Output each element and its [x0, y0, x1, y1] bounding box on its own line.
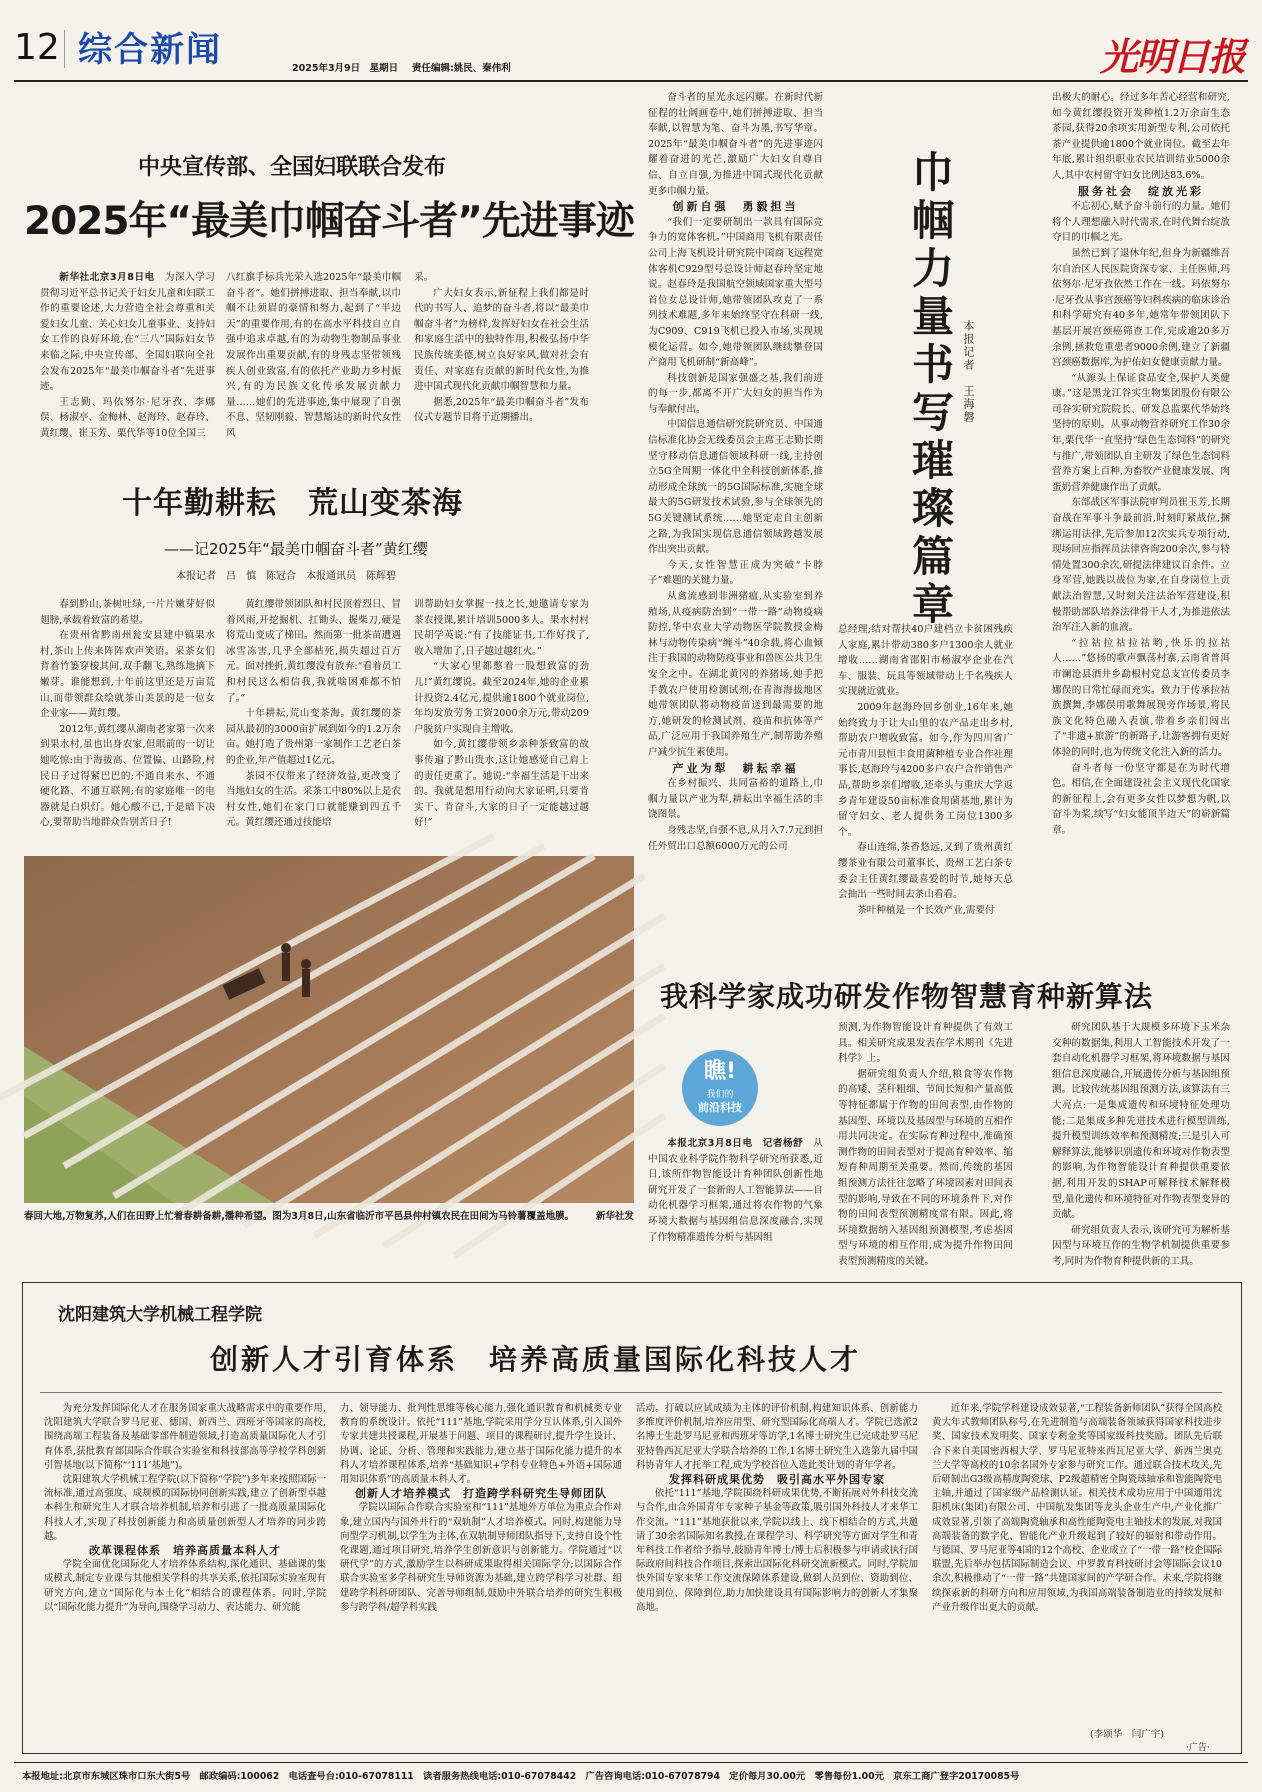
article1-headline: 2025年“最美巾帼奋斗者”先进事迹 — [24, 199, 634, 244]
badge-main-text: 瞧! — [703, 1059, 737, 1084]
farm-photo-image — [24, 856, 634, 1203]
article3-colA: 奋斗者的星光永远闪耀。在新时代新征程的壮阔画卷中,她们拼搏进取、担当奉献,以智慧为笔、奋斗为墨,书写华章。2025年“最美巾帼奋斗者”的先进事迹闪耀着奋进的光芒,激励广大妇女自尊自信、自立自强,为推进中国式现代化贡献更多巾帼力量。 创新自强 勇毅担当 “我们一定要研制出一款具有国际竞争力的宽体客机。”中国商用飞机有限责任公司上海飞机设计研究院中国商飞远程宽体客机C929型号总设计师赵春玲坚定地说。赵春玲是我国航空领域国家重大型号首位女总设计师,她带领团队攻克了一系列技术难题,多年来始终坚守在科研一线,为C909、C919飞机已投入市场,实现规模化运营。如今,她带领团队继续攀登国产商用飞机研制“新高峰”。 科技创新是国家强盛之基,我们前进的每一步,都离不开广大妇女的担当作为与奉献付出。 中国信息通信研究院研究员、中国通信标准化协会无线委员会主席王志勤长期坚守移动信息通信领域科研一线,主持创立5G全周期一体化中全科技创新体系,推动形成全球统一的5G国际标准,实施全球最大的5G研发技术试验,参与全球领先的5G关键测试系统……她坚定走自主创新之路,为我国实现信息通信领域跨越发展作出突出贡献。 今天,女性智慧正成为突破“卡脖子”难题的关键力量。 从禽流感到非洲猪瘟,从实验室到养殖场,从疫病防治到“一带一路”动物疫病防控,华中农业大学动物医学院教授金梅林与动物传染病“缠斗”40余载,将心血倾注于我国的动物防疫事业和兽医公共卫生安全之中。在湖北黄冈的养猪场,她手把手教农户使用检测试剂;在青海海拔地区她带领团队将动物疫苗送到最需要的地方,她研发的检测试剂、疫苗和抗体等产品,广泛应用于我国养殖生产,制帮助养殖户减少抗生素使用。 产业为犁 耕耘幸福 在乡村振兴、共同富裕的道路上,巾帼力量以产业为犁,耕耘出幸福生活的丰饶图景。 身残志坚,自强不息,从月入7.7元到担任外贸出口总额6000万元的公司 — [648, 92, 823, 852]
advert-subhead-2: 创新人才培养模式 打造跨学科研究生导师团队 — [355, 1487, 607, 1501]
article4-dateline: 本报北京3月8日电 记者杨舒 — [667, 1138, 804, 1149]
badge-line2: 前沿科技 — [698, 1101, 742, 1114]
article1-col1: 新华社北京3月8日电 为深入学习贯彻习近平总书记关于妇女儿童和妇联工作的重要论述,大力营造全社会尊重和关爱妇女儿童、关心妇女儿童事业、支持妇女工作的良好环境,在“三八”国际妇女节来临之际,中央宣传部、全国妇联向全社会发布2025年“最美巾帼奋斗者”先进事迹。 王志勤、玛依努尔·尼牙孜、李娜俣、杨淑亭、金梅林、赵海玲、赵春玲、黄红缨、崔玉芳、栗代华等10位全国三 — [40, 272, 215, 439]
advert-label: ·广告· — [1186, 1743, 1210, 1753]
article1-col2: 八红旗手标兵光荣入选2025年“最美巾帼奋斗者”。她们拼搏进取、担当奉献,以巾帼不让须眉的豪情和努力,起到了“半边天”的重要作用,有的在高水平科技自立自强中追求卓越,有的为动物生物制品事业发展作出重要贡献,有的身残志坚带领残疾人创业致富,有的依托产业助力乡村振兴,有的为民族文化传承发展贡献力量……她们的先进事迹,集中展现了自强不息、坚韧刚毅、智慧豁达的新时代女性风 — [226, 272, 401, 439]
advert-signature: (李颂华 闫广宇) — [1090, 1729, 1164, 1740]
advert-subhead-3: 发挥科研成果优势 吸引高水平外国专家 — [669, 1473, 885, 1487]
newspaper-logo: 光明日报 — [1100, 34, 1245, 79]
date-line: 2025年3月9日 星期日 — [292, 63, 399, 74]
article3-colC: 出极大的耐心。经过多年苦心经营和研究,如今黄红缨投资开发种植1.2万余亩生态茶园,获得20余项实用新型专利,公司依托茶产业提供逾1800个就业岗位。截至去年年底,累计组织职业农民培训结业5000余人,其中农村留守妇女比例达83.6%。 服务社会 绽放光彩 不忘初心,赋予奋斗前行的力量。她们将个人理想融入时代需求,在时代舞台绽放夺目的巾帼之光。 虽然已到了退休年纪,但身为新疆维吾尔自治区人民医院资深专家、主任医师,玛依努尔·尼牙孜依然工作在一线。玛依努尔·尼牙孜从事宫颈癌等妇科疾病的临床诊治和科学研究有40多年,她常年带领团队下基层开展宫颈癌筛查工作,完成逾20多万余例,拯救危重患者9000余例,建立了新疆宫颈癌数据库,为护佑妇女健康贡献力量。 “从源头上保证食品安全,保护人类健康。”这是黑龙江谷实生物集团股份有限公司谷实研究院院长、研发总监栗代华始终坚持的原则。从事动物营养研究工作30余年,栗代华一直坚持“绿色生态饲料”的研究与推广,带领团队自主研发了绿色生态饲料营养方案上百种,为畜牧产业健康发展、肉蛋奶营养健康作出了贡献。 东部战区军事法院审判员崔玉芳,长期奋战在军事斗争最前沿,时刻盯紧战位,捆绑运用法律,先后参加12次实兵专项行动,现场回应指挥员法律咨询200余次,参与特情处置300余次,研提法律建议百余件。立身军营,她践以战位为家,在自身岗位上贡献法治智慧,又时刻关注法治军营建设,积极帮助部队培养法律骨干人才,为推进依法治军注入新的血液。 “拉祜拉祜拉祜哟,快乐的拉祜人……”悠扬的歌声飘荡村寨,云南省普洱市澜沧县酒井乡勐根村党总支宣传委员李娜俣的日常忙碌而充实。致力于传承拉祜族撰舞,李娜俣用歌舞展现旁作场景,将民族文化特色融入表演,带着乡亲们闯出了“非遗+旅游”的新路子,让游客拥有更好体验的同时,也为传统文化注入新的活力。 奋斗者每一份坚守都是在为时代增色。相信,在全面建设社会主义现代化国家的新征程上,会有更多女性以梦想为帆,以奋斗为桨,续写“妇女能顶半边天”的崭新篇章。 — [1052, 92, 1230, 836]
advert-institution: 沈阳建筑大学机械工程学院 — [58, 1305, 262, 1325]
farm-photo — [24, 856, 634, 1203]
article2-col3: 训帮助妇女掌握一技之长,她邀请专家为茶农授课,累计培训5000多人。果水村村民胡学英说:“有了技能证书,工作好找了,收入增加了,日子越过越红火。” “大家心里都憋着一股想致富的劲儿!”黄红缨说。截至2024年,她的企业累计投资2.4亿元,提供逾1800个就业岗位,年均发放劳务工资2000余万元,带动209户脱贫户实现自主增收。 如今,黄红缨带领乡亲种茶致富的故事传遍了黔山贵水,这让她感觉自己肩上的责任更重了。她说:“幸福生活是干出来的。我就是想用行动向大家证明,只要肯实干、肯奋斗,大家的日子一定能越过越好!” — [414, 599, 589, 829]
article1-dateline: 新华社北京3月8日电 — [59, 272, 155, 283]
article3-subhead-2: 产业为犁 耕耘幸福 — [672, 761, 799, 775]
article3-headline: 巾帼力量书写璀璨篇章 — [906, 150, 955, 630]
section-title: 综合新闻 — [78, 30, 222, 70]
advert-headline: 创新人才引育体系 培养高质量国际化科技人才 — [210, 1343, 862, 1376]
advert-col1: 为充分发挥国际化人才在服务国家重大战略需求中的重要作用,沈阳建筑大学联合罗马尼亚、德国、新西兰、西班牙等国家的高校,围绕高端工程装备及基础零部件制造领域,打造高质量国际化人才引育体系,获批教育部国际合作联合实验室和科技部高等学校学科创新引智基地(以下简称“‘111’基地”)。 沈阳建筑大学机械工程学院(以下简称“学院”)多年来按照国际一流标准,通过高强度、成规模的国际协同创新实践,建立了创新型卓越本科生和研究生人才联合培养机制,培养和引进了一批高质量国际化科技人才,实现了科技创新能力和高质量创新型人才培养的同步跨越。 改革课程体系 培养高质量本科人才 学院全面优化国际化人才培养体系结构,深化通识、基础课的集成模式,制定专业课与其他相关学科的共享关系,依托国际实验室现有研究方向,建立“国际化与本土化”相结合的课程体系。同时,学院以“国际化能力提升”为导向,围绕学习动力、表达能力、研究能 — [44, 1403, 326, 1613]
article2-col1: 春到黔山,茶树吐绿,一片片嫩芽好似翅膀,承载着致富的希望。 在贵州省黔南州瓮安县建中镇果水村,茶山上传来阵阵欢声笑语。采茶女们背着竹篓穿梭其间,双手翻飞,熟练地摘下嫩芽。谁能想到,十年前这里还是万亩荒山,而带领群众绘就茶山美景的是一位女企业家——黄红缨。 2012年,黄红缨从湖南老家第一次来到果水村,虽也出身农家,但眼前的一切让她吃惊:由于海拔高、位置偏、山路险,村民日子过得紧巴巴的;不通自来水、不通硬化路、不通互联网;有的家庭唯一的电器就是白炽灯。她心酸不已,于是暗下决心,要帮助当地群众告别苦日子! — [40, 599, 215, 829]
footer-info: 本报地址:北京市东城区珠市口东大街5号 邮政编码:100062 电话查号台:010-67078111 读者服务热线电话:010-67078442 广告咨询电话:010-67078794 定价每月30.00元 零售每份1.00元 京东工商广登字20170085号 — [22, 1771, 1020, 1782]
article1-kicker: 中央宣传部、全国妇联联合发布 — [138, 155, 447, 180]
article3-subhead-1: 创新自强 勇毅担当 — [672, 200, 799, 214]
article2-subtitle: ——记2025年“最美巾帼奋斗者”黄红缨 — [164, 540, 428, 558]
article2-headline: 十年勤耕耘 荒山变茶海 — [122, 486, 463, 521]
article2-col2: 黄红缨带领团队和村民顶着烈日、冒着风雨,开挖掘机、扛锄头、握柴刀,硬是将荒山变成了梯田。然而第一批茶苗遭遇冰雪冻害,几乎全部枯死,损失超过百万元。面对挫折,黄红缨没有放弃:“看着员工和村民这么相信我,我就啥困难都不怕了。” 十年耕耘,荒山变茶海。黄红缨的茶园从最初的3000亩扩展到如今的1.2万余亩。她打造了贵州第一家制作工艺老白茶的企业,年产值超过1亿元。 茶园不仅带来了经济效益,更改变了当地妇女的生活。采茶工中80%以上是农村女性,她们在家门口就能赚到四五千元。黄红缨还通过技能培 — [226, 599, 401, 829]
photo-caption: 春回大地,万物复苏,人们在田野上忙着春耕备耕,播种希望。图为3月8日,山东省临沂市平邑县仲村镇农民在田间为马铃薯覆盖地膜。 新华社发 — [24, 1211, 634, 1222]
advert-col4: 近年来,学院学科建设成效显著,“工程装备新师团队”获得全国高校黄大年式教师团队称号,在先进制造与高端装备领域获得国家科技进步奖、国家技术发明奖、国家专利金奖等国家级科技奖励。团队先后联合下来自美国密西根大学、罗马尼亚特来西瓦尼亚大学、新西兰奥克兰大学等高校的10余名国外专家参与研究工作。通过联合技术攻关,先后研制出G3级高精度陶瓷球、P2级超精密全陶瓷球轴承和智能陶瓷电主轴,并通过了国家级产品检测认证。相关技术成功应用于中国通用沈阳机床(集团)有限公司、中国航发集团等龙头企业生产中,产业化推广成效显著,引领了高端陶瓷轴承和高性能陶瓷电主轴技术的发展,对我国高端装备的数字化、智能化产业升级起到了较好的辐射和带动作用。与德国、罗马尼亚等4国的12个高校、企业成立了“一带一路”校企国际联盟,先后举办包括国际制造会议、中罗教育科技研讨会等国际会议10余次,积极推动了“一带一路”共建国家间的产学研合作。未来,学院将继续探索新的科研方向和应用领域,为我国高端装备制造业的持续发展和产业升级作出更大的贡献。 — [932, 1403, 1222, 1613]
photo-credit: 新华社发 — [595, 1211, 634, 1222]
advert-subhead-1: 改革课程体系 培养高质量本科人才 — [89, 1544, 281, 1558]
article1-col3: 采。 广大妇女表示,新征程上我们都是时代的书写人、追梦的奋斗者,将以“最美巾帼奋斗者”为榜样,发挥好妇女在社会生活和家庭生活中的独特作用,积极弘扬中华民族传统美德,树立良好家风,做对社会有责任、对家庭有贡献的新时代女性,为推进中国式现代化贡献巾帼智慧和力量。 据悉,2025年“最美巾帼奋斗者”发布仪式专题节目将于近期播出。 — [414, 272, 589, 424]
article3-colB: 总经理;结对帮扶40户建档立卡贫困残疾人家庭,累计带动380多户1300余人就业增收……湖南省邵阳市杨淑亭企业在汽车、服装、玩具等领域带动上千名残疾人实现就近就业。 2009年赵海玲回乡创业,16年来,她始终致力于让大山里的农产品走出乡村,帮助农户增收致富。如今,作为四川省广元市青川县恒丰食用菌种植专业合作社理事长,赵海玲与4200多户农户合作销售产品,帮助乡亲们增收,还牵头与重庆大学返乡青年建设50亩标准食用菌基地,累计为留守妇女、老人提供务工岗位1300多个。 春山连绵,茶香悠远,又到了贵州黄红缨茶业有限公司董事长、贵州工艺白茶专委会主任黄红缨最喜爱的时节,她每天总会抽出一些时间去茶山看看。 茶叶种植是一个长效产业,需要付 — [838, 624, 1013, 916]
article4-col1: 本报北京3月8日电 记者杨舒 从中国农业科学院作物科学研究所获悉,近日,该所作物智能设计育种团队创新性地研究开发了一套新的人工智能算法——自动化机器学习框架,通过将农作物的气象环境大数据与基因组信息深度融合,实现了作物精准遗传分析与基因组 — [648, 1138, 823, 1243]
article3-byline: 本报记者 王海磐 — [962, 320, 975, 424]
editor-line: 责任编辑:姚民、秦伟利 — [412, 63, 511, 74]
advert-col2: 力、领导能力、批判性思维等核心能力,强化通识教育和机械类专业教育的系统设计。依托“111”基地,学院采用学分互认体系,引入国外专家共建共授课程,开展基于问题、项目的课程研讨,提升学生设计、协调、论证、分析、管理和实践能力,建立基于国际化能力提升的本科人才培养课程体系,培养“基础知识+学科专业特色+外语+国际通用知识体系”的高质量本科人才。 创新人才培养模式 打造跨学科研究生导师团队 学院以国际合作联合实验室和“111”基地外方单位为重点合作对象,建立国内与国外并行的“双轨制”人才培养模式。同时,构建能力导向型学习机制,以学生为主体,在双轨制导师团队指导下,支持自设个性化课题,通过项目研究,培养学生创新意识与创新能力。学院通过“以研代学”的方式,激励学生以科研成果取得相关国际学分;以国际合作联合实验室多学科研究生导师资源为基础,建立跨学科学习社群、组建跨学科科研团队、完善导师组制,鼓励中外联合培养的研究生积极参与跨学科/超学科实践 — [340, 1403, 622, 1613]
page-number: 12 — [14, 27, 60, 68]
article4-headline: 我科学家成功研发作物智慧育种新算法 — [660, 980, 1154, 1013]
article4-col2: 预测,为作物智能设计育种提供了有效工具。相关研究成果发表在学术期刊《先进科学》上。 据研究组负责人介绍,粮食等农作物的高矮、茎秆粗细、节间长短和产量高低等特征都属于作物的田间表型,由作物的基因型、环境以及基因型与环境的互相作用共同决定。在实际育种过程中,准确预测作物的田间表型对于提高育种效率、缩短育种周期至关重要。然而,传统的基因组预测方法往往忽略了环境因素对田间表型的影响,导致在不同的环境条件下,对作物的田间表型预测精度常有限。因此,将环境数据纳入基因组预测模型,考虑基因型与环境的相互作用,成为提升作物田间表型预测精度的关键。 — [838, 1022, 1013, 1267]
advert-col3: 活动。打破以应试成绩为主体的评价机制,构建知识体系、创新能力多维度评价机制,培养应用型、研究型国际化高端人才。学院已选派2名博士生赴罗马尼亚和西班牙等访学,1名博士研究生已完成赴罗马尼亚特鲁西瓦尼亚大学联合培养的工作,1名博士研究生入选第九届中国科协青年人才托举工程,成为学校首位入选此类计划的青年学者。 发挥科研成果优势 吸引高水平外国专家 依托“111”基地,学院围绕科研成果优势,不断拓展对外科技交流与合作,由合外国青年专家种子基金等政策,吸引国外科技人才来华工作交流。“111”基地获批以来,学院以线上、线下相结合的方式,共邀请了30余名国际知名教授,在课程学习、科学研究等方面对学生和青年科技工作者给予指导,鼓励青年博士/博士后积极参与申请或执行国际政府间科技合作项目,探索出国际化科研交流新模式。同时,学院加快外国专家来华工作交流保障体系建设,做到人员到位、资助到位、使用到位、保障到位,助力加快建设具有国际影响力的创新人才集聚高地。 — [636, 1403, 918, 1613]
badge-line1: 我们的 — [706, 1090, 734, 1100]
article3-subhead-3: 服务社会 绽放光彩 — [1078, 184, 1204, 198]
science-badge — [682, 1050, 758, 1126]
article2-byline: 本报记者 吕 慎 陈冠合 本报通讯员 陈辉碧 — [176, 571, 396, 582]
article4-col3: 研究团队基于大规模多环境下玉米杂交种的数据集,利用人工智能技术开发了一套自动化机器学习框架,将环境数据与基因组信息深度融合,开展遗传分析与基因组预测。比较传统基因组预测方法,该算法有三大亮点:一是集成遗传和环境特征处理功能;二是集成多种先进技术进行模型训练,提升模型训练效率和预测精度;三是引入可解释算法,能够识别遗传和环境对作物表型的影响,为作物智能设计育种提供重要依据,利用开发的SHAP可解释技术解释模型,量化遗传和环境特征对作物表型变异的贡献。 研究组负责人表示,该研究可为解析基因型与环境互作的生物学机制提供重要参考,同时为作物育种提供新的工具。 — [1052, 1022, 1230, 1267]
